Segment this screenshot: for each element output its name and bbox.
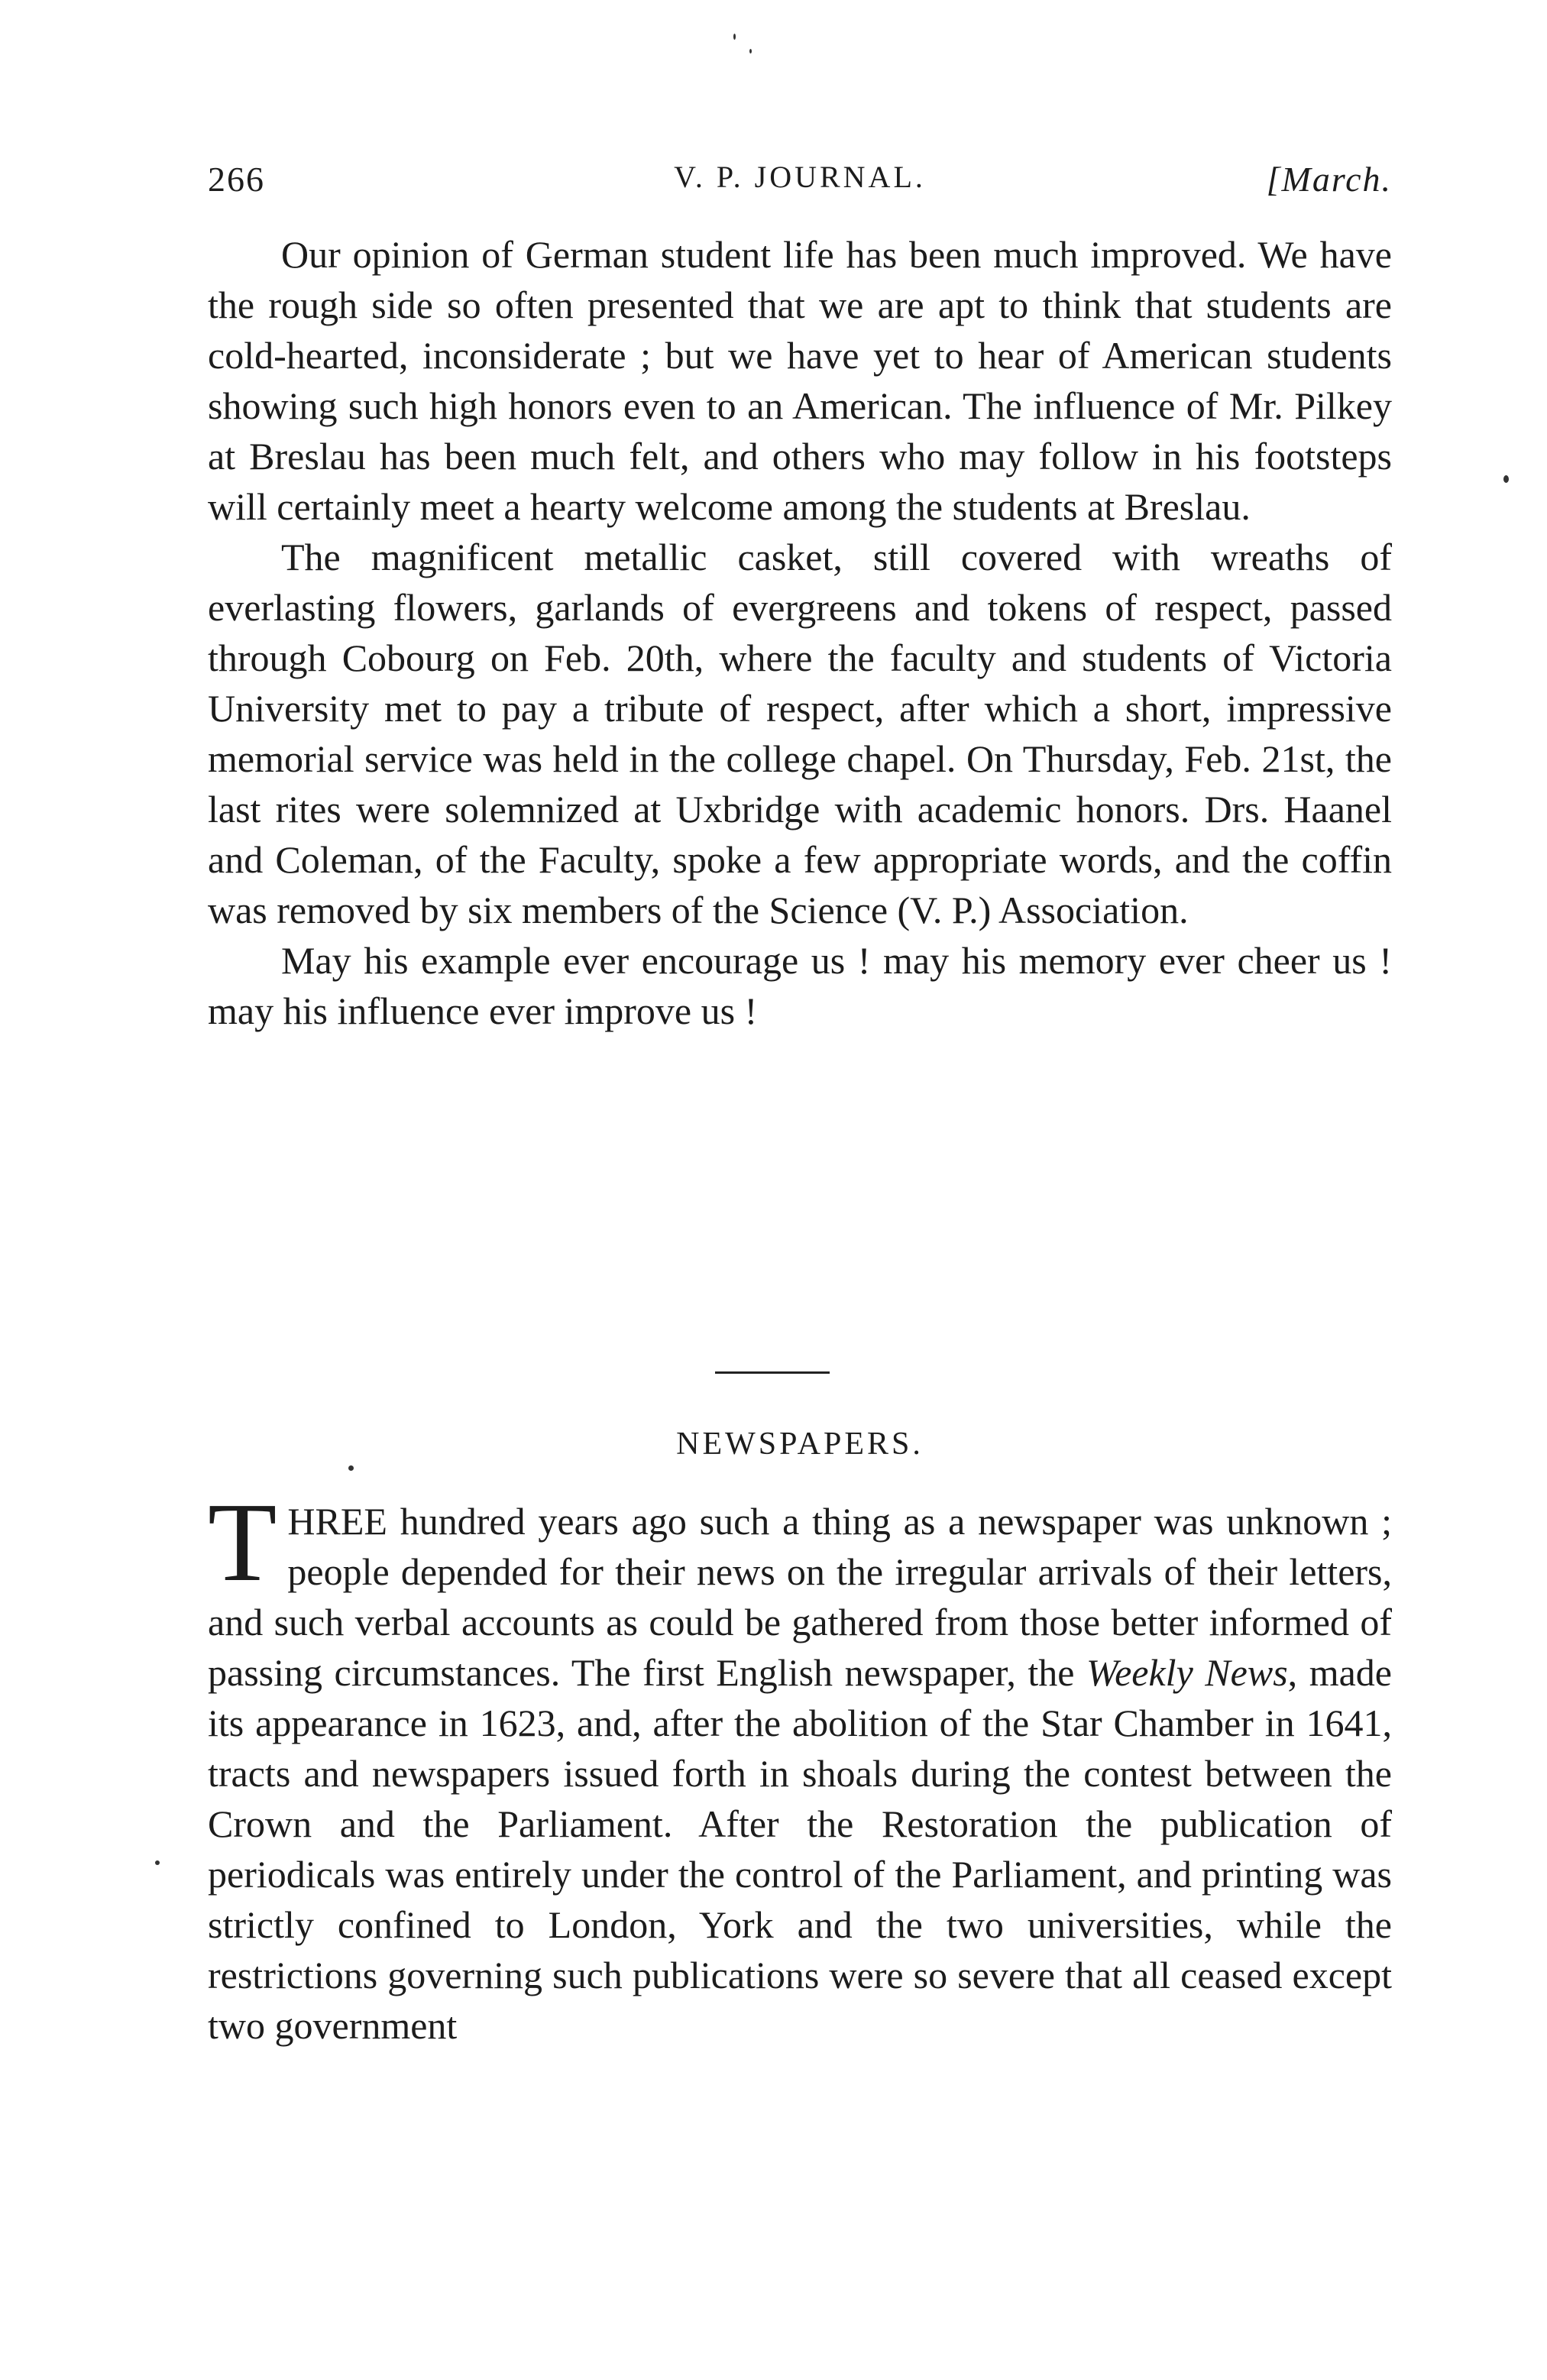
page-number: 266 [208,160,265,199]
newspapers-article [208,1480,1392,2051]
print-speck [155,1860,160,1865]
header-month: [March. [1266,160,1392,199]
section-heading: NEWSPAPERS. [676,1426,924,1462]
section-divider [715,1371,830,1374]
print-speck [1503,475,1509,483]
drop-cap: T [208,1480,277,1605]
paragraph-casket: The magnificent metallic casket, still covered with wreaths of everlasting flowers, garlands of evergreens and tokens of respect, passed through Cobourg on Feb. 20th, where the faculty and students of Victoria University met to pay a tribute of respect, after which a short, impressive memorial service was held in the college chapel. On Thursday, Feb. 21st, the last rites were solemnized at Uxbridge with academic honors. Drs. Haanel and Coleman, of the Faculty, spoke a few appropriate words, and the coffin was removed by six members of the Science (V. P.) Association. [208,536,1392,931]
weekly-news-title: Weekly News [1086,1651,1288,1694]
paragraph-german-student-life: Our opinion of German student life has been much improved. We have the rough side so often presented that we are apt to think that students are cold-hearted, inconsiderate ; but we have yet to hear of American students showing such high honors even to an American. The influence of Mr. Pilkey at Breslau has been much felt, and others who may follow in his footsteps will certainly meet a hearty welcome among the students at Breslau. [208,233,1392,528]
newspapers-text-part1: HREE hundred years ago such a thing as a newspaper was unknown ; people depended for their news on the irregular arrivals of their letters, and such verbal accounts as could be gathered from those better informed of passing circumstances. The first English newspaper, the [208,1500,1392,1694]
running-header [208,159,1392,212]
print-speck [749,49,752,53]
journal-title: V. P. JOURNAL. [674,160,926,194]
print-speck [733,34,736,40]
newspapers-paragraph [208,1480,1392,2051]
article-continuation [208,229,1392,1036]
paragraph-closing: May his example ever encourage us ! may his memory ever cheer us ! may his influence ever improve us ! [208,939,1392,1032]
newspapers-text-part2: , made its appearance in 1623, and, after the abolition of the Star Chamber in 1641, tracts and newspapers issued forth in shoals during the contest between the Crown and the Parliament. After the Restoration the publication of periodicals was entirely under the control of the Parliament, and printing was strictly confined to London, York and the two universities, while the restrictions governing such publications were so severe that all ceased except two government [208,1651,1392,2047]
print-speck [348,1465,354,1471]
